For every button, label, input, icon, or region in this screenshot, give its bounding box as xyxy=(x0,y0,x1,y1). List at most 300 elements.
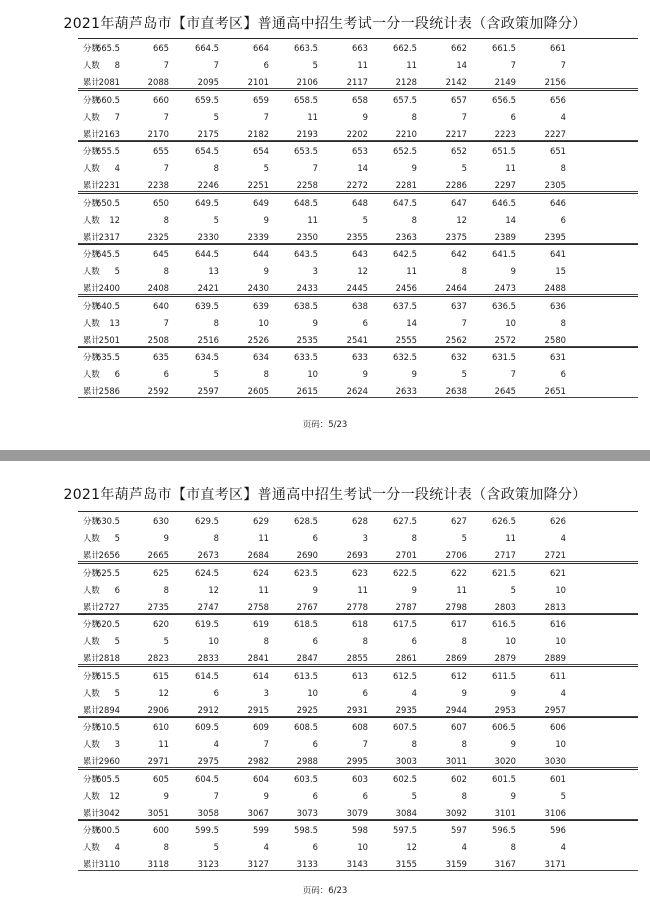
cumulative-cell: 3123 xyxy=(197,859,219,869)
cumulative-row-label: 累计 xyxy=(83,77,100,87)
count-cell: 9 xyxy=(163,790,169,801)
cumulative-cell: 3118 xyxy=(147,859,169,869)
score-cell: 652.5 xyxy=(393,146,417,156)
count-cell: 7 xyxy=(461,111,467,122)
cumulative-cell: 2717 xyxy=(494,550,516,560)
count-cell: 6 xyxy=(312,636,318,646)
score-cell: 602.5 xyxy=(393,773,417,784)
score-cell: 619 xyxy=(253,619,269,629)
count-row xyxy=(78,531,638,545)
cumulative-cell: 2389 xyxy=(494,231,516,242)
cumulative-cell: 2142 xyxy=(445,77,467,87)
cumulative-cell: 2238 xyxy=(147,180,169,190)
cumulative-cell: 2272 xyxy=(346,180,368,190)
count-cell: 5 xyxy=(213,111,219,122)
score-cell: 631 xyxy=(550,352,566,362)
score-row-label: 分数 xyxy=(83,516,100,526)
cumulative-cell: 2433 xyxy=(296,283,318,293)
score-row-label: 分数 xyxy=(83,619,100,629)
score-cell: 627 xyxy=(451,516,467,526)
cumulative-cell: 2638 xyxy=(445,386,467,396)
score-cell: 651.5 xyxy=(492,146,516,156)
count-cell: 8 xyxy=(114,60,120,70)
cumulative-cell: 2767 xyxy=(296,601,318,612)
count-row-label: 人数 xyxy=(83,369,100,379)
count-cell: 8 xyxy=(163,584,169,595)
score-row-label: 分数 xyxy=(83,825,100,835)
cumulative-row-label: 累计 xyxy=(83,386,100,396)
score-cell: 638 xyxy=(352,300,368,311)
count-cell: 4 xyxy=(560,111,566,122)
cumulative-cell: 3067 xyxy=(247,807,269,818)
score-cell: 604 xyxy=(253,773,269,784)
score-cell: 647.5 xyxy=(393,197,417,208)
cumulative-cell: 2363 xyxy=(395,231,417,242)
cumulative-cell: 2501 xyxy=(98,334,120,345)
score-cell: 639 xyxy=(253,300,269,311)
score-cell: 623.5 xyxy=(294,567,318,578)
cumulative-cell: 3159 xyxy=(445,859,467,869)
score-cell: 656.5 xyxy=(492,94,516,105)
cumulative-cell: 2281 xyxy=(395,180,417,190)
cumulative-cell: 2925 xyxy=(296,704,318,715)
score-group xyxy=(78,141,638,191)
page-title: 2021年葫芦岛市【市直考区】普通高中招生考试一分一段统计表（含政策加降分） xyxy=(63,16,587,32)
count-cell: 6 xyxy=(213,687,219,698)
page-number: 页码：6/23 xyxy=(302,886,348,896)
group-top-rule xyxy=(78,244,638,245)
group-top-rule xyxy=(78,563,638,564)
count-cell: 4 xyxy=(560,687,566,698)
score-cell: 654.5 xyxy=(195,146,219,156)
score-cell: 651 xyxy=(550,146,566,156)
page-number: 页码：5/23 xyxy=(302,420,348,430)
score-cell: 656 xyxy=(550,94,566,105)
count-row-label: 人数 xyxy=(83,584,100,595)
count-cell: 5 xyxy=(114,636,120,646)
count-cell: 5 xyxy=(213,214,219,225)
score-group xyxy=(78,666,638,716)
cumulative-cell: 2395 xyxy=(544,231,566,242)
score-cell: 648 xyxy=(352,197,368,208)
count-row xyxy=(78,161,638,175)
cumulative-cell: 2975 xyxy=(197,756,219,766)
count-cell: 6 xyxy=(312,790,318,801)
count-row-label: 人数 xyxy=(83,266,100,276)
count-cell: 11 xyxy=(505,163,516,173)
count-cell: 9 xyxy=(263,266,269,276)
cumulative-cell: 2464 xyxy=(445,283,467,293)
count-cell: 11 xyxy=(406,60,417,70)
score-cell: 645.5 xyxy=(96,249,120,259)
count-cell: 5 xyxy=(213,842,219,852)
score-row xyxy=(78,247,638,261)
cumulative-cell: 2182 xyxy=(247,128,269,139)
score-cell: 662 xyxy=(451,43,467,53)
count-row-label: 人数 xyxy=(83,214,100,225)
count-cell: 9 xyxy=(312,584,318,595)
cumulative-cell: 3058 xyxy=(197,807,219,818)
cumulative-cell: 2430 xyxy=(247,283,269,293)
count-cell: 8 xyxy=(163,214,169,225)
count-row xyxy=(78,789,638,803)
count-cell: 9 xyxy=(411,369,417,379)
cumulative-cell: 3030 xyxy=(544,756,566,766)
count-cell: 11 xyxy=(307,214,318,225)
count-cell: 5 xyxy=(362,214,368,225)
cumulative-cell: 2673 xyxy=(197,550,219,560)
count-cell: 9 xyxy=(510,739,516,749)
score-cell: 622.5 xyxy=(393,567,417,578)
count-cell: 14 xyxy=(357,163,368,173)
score-cell: 611 xyxy=(550,670,566,681)
cumulative-cell: 2317 xyxy=(98,231,120,242)
count-cell: 4 xyxy=(213,739,219,749)
group-top-rule xyxy=(78,141,638,142)
cumulative-cell: 2286 xyxy=(445,180,467,190)
count-cell: 3 xyxy=(114,739,120,749)
cumulative-cell: 2818 xyxy=(98,653,120,663)
count-cell: 14 xyxy=(505,214,516,225)
cumulative-cell: 2798 xyxy=(445,601,467,612)
count-row-label: 人数 xyxy=(83,636,100,646)
cumulative-cell: 2735 xyxy=(147,601,169,612)
count-row-label: 人数 xyxy=(83,317,100,328)
cumulative-row-label: 累计 xyxy=(83,283,100,293)
group-top-rule xyxy=(78,769,638,770)
score-cell: 646.5 xyxy=(492,197,516,208)
cumulative-cell: 2915 xyxy=(247,704,269,715)
score-cell: 658 xyxy=(352,94,368,105)
count-cell: 3 xyxy=(362,533,368,543)
cumulative-cell: 2931 xyxy=(346,704,368,715)
cumulative-cell: 2555 xyxy=(395,334,417,345)
cumulative-cell: 3079 xyxy=(346,807,368,818)
score-cell: 638.5 xyxy=(294,300,318,311)
count-cell: 6 xyxy=(362,790,368,801)
cumulative-cell: 2408 xyxy=(147,283,169,293)
cumulative-cell: 2421 xyxy=(197,283,219,293)
cumulative-cell: 2350 xyxy=(296,231,318,242)
count-cell: 9 xyxy=(263,214,269,225)
score-cell: 634.5 xyxy=(195,352,219,362)
cumulative-cell: 2330 xyxy=(197,231,219,242)
count-cell: 4 xyxy=(560,533,566,543)
score-row-label: 分数 xyxy=(83,352,100,362)
score-cell: 618.5 xyxy=(294,619,318,629)
count-cell: 11 xyxy=(258,584,269,595)
cumulative-cell: 2375 xyxy=(445,231,467,242)
count-cell: 7 xyxy=(163,60,169,70)
score-cell: 637 xyxy=(451,300,467,311)
cumulative-cell: 2957 xyxy=(544,704,566,715)
score-cell: 606.5 xyxy=(492,722,516,732)
cumulative-cell: 2665 xyxy=(147,550,169,560)
count-cell: 9 xyxy=(461,687,467,698)
score-cell: 614 xyxy=(253,670,269,681)
count-cell: 9 xyxy=(411,163,417,173)
cumulative-row xyxy=(78,178,638,192)
score-cell: 628 xyxy=(352,516,368,526)
score-cell: 600 xyxy=(153,825,169,835)
score-cell: 610 xyxy=(153,722,169,732)
group-top-rule xyxy=(78,347,638,348)
cumulative-cell: 2586 xyxy=(98,386,120,396)
count-cell: 7 xyxy=(213,60,219,70)
count-row-label: 人数 xyxy=(83,790,100,801)
score-cell: 657 xyxy=(451,94,467,105)
count-cell: 10 xyxy=(208,636,219,646)
cumulative-cell: 2855 xyxy=(346,653,368,663)
score-cell: 598 xyxy=(352,825,368,835)
count-cell: 7 xyxy=(114,111,120,122)
count-cell: 8 xyxy=(163,266,169,276)
cumulative-cell: 2747 xyxy=(197,601,219,612)
score-cell: 650.5 xyxy=(96,197,120,208)
score-cell: 628.5 xyxy=(294,516,318,526)
cumulative-cell: 2095 xyxy=(197,77,219,87)
score-cell: 626 xyxy=(550,516,566,526)
cumulative-cell: 2473 xyxy=(494,283,516,293)
cumulative-cell: 2508 xyxy=(147,334,169,345)
count-row-label: 人数 xyxy=(83,687,100,698)
cumulative-cell: 2995 xyxy=(346,756,368,766)
count-cell: 5 xyxy=(312,60,318,70)
score-cell: 665.5 xyxy=(96,43,120,53)
score-group xyxy=(78,769,638,819)
cumulative-cell: 2894 xyxy=(98,704,120,715)
cumulative-cell: 2526 xyxy=(247,334,269,345)
count-cell: 6 xyxy=(114,369,120,379)
cumulative-cell: 2944 xyxy=(445,704,467,715)
count-cell: 7 xyxy=(312,163,318,173)
score-cell: 664.5 xyxy=(195,43,219,53)
score-cell: 619.5 xyxy=(195,619,219,629)
cumulative-cell: 2202 xyxy=(346,128,368,139)
count-cell: 6 xyxy=(312,533,318,543)
cumulative-row-label: 累计 xyxy=(83,653,100,663)
count-cell: 6 xyxy=(263,60,269,70)
score-cell: 629.5 xyxy=(195,516,219,526)
score-cell: 605 xyxy=(153,773,169,784)
cumulative-cell: 2693 xyxy=(346,550,368,560)
score-cell: 621.5 xyxy=(492,567,516,578)
count-cell: 8 xyxy=(560,163,566,173)
cumulative-cell: 3167 xyxy=(494,859,516,869)
cumulative-cell: 3003 xyxy=(395,756,417,766)
score-cell: 627.5 xyxy=(393,516,417,526)
score-cell: 649 xyxy=(253,197,269,208)
score-cell: 598.5 xyxy=(294,825,318,835)
cumulative-row-label: 累计 xyxy=(83,180,100,190)
cumulative-row-label: 累计 xyxy=(83,128,100,139)
cumulative-row xyxy=(78,857,638,871)
group-top-rule xyxy=(78,90,638,91)
count-cell: 8 xyxy=(163,842,169,852)
cumulative-cell: 2149 xyxy=(494,77,516,87)
score-cell: 599.5 xyxy=(195,825,219,835)
count-cell: 5 xyxy=(263,163,269,173)
count-cell: 11 xyxy=(357,584,368,595)
cumulative-cell: 2081 xyxy=(98,77,120,87)
score-cell: 663.5 xyxy=(294,43,318,53)
score-cell: 614.5 xyxy=(195,670,219,681)
score-cell: 609 xyxy=(253,722,269,732)
cumulative-cell: 2803 xyxy=(494,601,516,612)
count-cell: 8 xyxy=(213,163,219,173)
score-row xyxy=(78,41,638,55)
cumulative-cell: 2971 xyxy=(147,756,169,766)
cumulative-row xyxy=(78,230,638,244)
count-cell: 8 xyxy=(411,214,417,225)
cumulative-row-label: 累计 xyxy=(83,704,100,715)
score-row xyxy=(78,196,638,210)
count-cell: 5 xyxy=(114,266,120,276)
count-row xyxy=(78,58,638,72)
count-cell: 6 xyxy=(362,317,368,328)
cumulative-cell: 2562 xyxy=(445,334,467,345)
score-cell: 648.5 xyxy=(294,197,318,208)
count-cell: 7 xyxy=(213,790,219,801)
score-cell: 621 xyxy=(550,567,566,578)
group-top-rule xyxy=(78,296,638,297)
score-cell: 597.5 xyxy=(393,825,417,835)
cumulative-cell: 2101 xyxy=(247,77,269,87)
score-cell: 644 xyxy=(253,249,269,259)
count-cell: 11 xyxy=(406,266,417,276)
score-group xyxy=(78,563,638,613)
count-cell: 3 xyxy=(312,266,318,276)
cumulative-cell: 3101 xyxy=(494,807,516,818)
score-cell: 649.5 xyxy=(195,197,219,208)
count-cell: 10 xyxy=(307,369,318,379)
count-cell: 4 xyxy=(461,842,467,852)
score-row xyxy=(78,772,638,786)
score-cell: 608.5 xyxy=(294,722,318,732)
cumulative-cell: 2456 xyxy=(395,283,417,293)
score-group xyxy=(78,193,638,243)
cumulative-cell: 2624 xyxy=(346,386,368,396)
count-cell: 5 xyxy=(510,584,516,595)
score-cell: 637.5 xyxy=(393,300,417,311)
count-cell: 8 xyxy=(411,533,417,543)
count-cell: 10 xyxy=(307,687,318,698)
count-cell: 12 xyxy=(158,687,169,698)
count-cell: 7 xyxy=(461,317,467,328)
count-cell: 11 xyxy=(505,533,516,543)
score-cell: 665 xyxy=(153,43,169,53)
score-cell: 607 xyxy=(451,722,467,732)
group-top-rule xyxy=(78,820,638,821)
score-cell: 655 xyxy=(153,146,169,156)
cumulative-cell: 2227 xyxy=(544,128,566,139)
count-row-label: 人数 xyxy=(83,163,100,173)
count-cell: 11 xyxy=(456,584,467,595)
score-cell: 646 xyxy=(550,197,566,208)
score-row xyxy=(78,566,638,580)
count-cell: 7 xyxy=(163,317,169,328)
cumulative-row xyxy=(78,548,638,562)
score-cell: 639.5 xyxy=(195,300,219,311)
count-row-label: 人数 xyxy=(83,533,100,543)
score-row-label: 分数 xyxy=(83,567,100,578)
cumulative-row-label: 累计 xyxy=(83,756,100,766)
score-row xyxy=(78,350,638,364)
cumulative-cell: 2701 xyxy=(395,550,417,560)
page-separator xyxy=(0,450,650,461)
cumulative-cell: 2690 xyxy=(296,550,318,560)
count-cell: 12 xyxy=(208,584,219,595)
score-row-label: 分数 xyxy=(83,670,100,681)
cumulative-cell: 2988 xyxy=(296,756,318,766)
score-cell: 625 xyxy=(153,567,169,578)
count-row-label: 人数 xyxy=(83,739,100,749)
count-row xyxy=(78,110,638,124)
score-row xyxy=(78,93,638,107)
cumulative-cell: 2953 xyxy=(494,704,516,715)
score-cell: 650 xyxy=(153,197,169,208)
score-cell: 613.5 xyxy=(294,670,318,681)
cumulative-row xyxy=(78,703,638,717)
cumulative-cell: 2823 xyxy=(147,653,169,663)
count-cell: 10 xyxy=(357,842,368,852)
count-cell: 12 xyxy=(357,266,368,276)
score-cell: 606 xyxy=(550,722,566,732)
count-cell: 9 xyxy=(510,790,516,801)
score-cell: 625.5 xyxy=(96,567,120,578)
count-cell: 6 xyxy=(560,214,566,225)
cumulative-cell: 2355 xyxy=(346,231,368,242)
cumulative-cell: 2813 xyxy=(544,601,566,612)
count-row-label: 人数 xyxy=(83,842,100,852)
count-cell: 9 xyxy=(510,266,516,276)
score-cell: 630 xyxy=(153,516,169,526)
score-cell: 601 xyxy=(550,773,566,784)
score-cell: 653.5 xyxy=(294,146,318,156)
cumulative-cell: 3143 xyxy=(346,859,368,869)
score-cell: 612.5 xyxy=(393,670,417,681)
cumulative-cell: 3020 xyxy=(494,756,516,766)
group-top-rule xyxy=(78,717,638,718)
cumulative-cell: 3171 xyxy=(544,859,566,869)
count-cell: 7 xyxy=(263,739,269,749)
count-cell: 9 xyxy=(510,687,516,698)
score-cell: 603.5 xyxy=(294,773,318,784)
score-row-label: 分数 xyxy=(83,94,100,105)
cumulative-row xyxy=(78,281,638,295)
count-cell: 7 xyxy=(163,111,169,122)
count-cell: 8 xyxy=(411,111,417,122)
score-cell: 644.5 xyxy=(195,249,219,259)
score-cell: 659.5 xyxy=(195,94,219,105)
count-cell: 8 xyxy=(510,842,516,852)
cumulative-cell: 2128 xyxy=(395,77,417,87)
cumulative-cell: 2869 xyxy=(445,653,467,663)
score-group xyxy=(78,296,638,346)
cumulative-cell: 2960 xyxy=(98,756,120,766)
count-cell: 4 xyxy=(411,687,417,698)
score-cell: 658.5 xyxy=(294,94,318,105)
score-cell: 664 xyxy=(253,43,269,53)
score-row-label: 分数 xyxy=(83,197,100,208)
score-cell: 642.5 xyxy=(393,249,417,259)
count-cell: 8 xyxy=(560,317,566,328)
score-cell: 633 xyxy=(352,352,368,362)
count-cell: 8 xyxy=(411,739,417,749)
score-cell: 636 xyxy=(550,300,566,311)
score-cell: 653 xyxy=(352,146,368,156)
cumulative-cell: 2778 xyxy=(346,601,368,612)
